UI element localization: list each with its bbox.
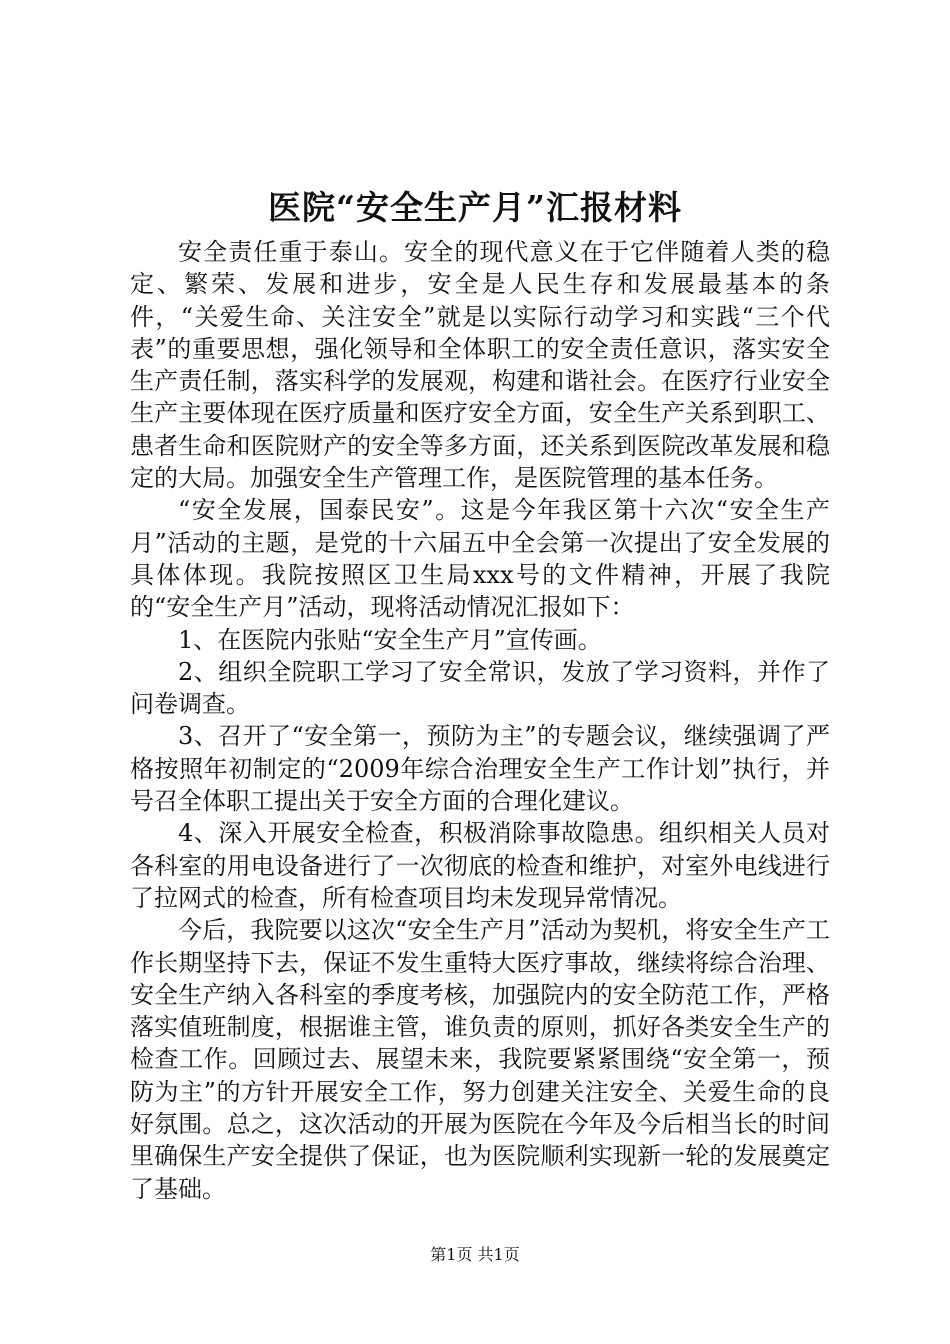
paragraph-theme: “安全发展，国泰民安”。这是今年我区第十六次“安全生产月”活动的主题，是党的十六届五中全会第一次提出了安全发展的具体体现。我院按照区卫生局xxx号的文件精神，开展了我院的“安全生产月”活动，现将活动情况汇报如下： — [130, 496, 830, 622]
document-title: 医院“安全生产月”汇报材料 — [268, 188, 682, 227]
list-item-3: 3、召开了“安全第一，预防为主”的专题会议，继续强调了严格按照年初制定的“2009年综合治理安全生产工作计划”执行，并号召全体职工提出关于安全方面的合理化建议。 — [130, 722, 830, 816]
document-body — [130, 236, 830, 1205]
list-item-1: 1、在医院内张贴“安全生产月”宣传画。 — [178, 625, 602, 654]
page-number-footer: 第1页 共1页 — [430, 1245, 520, 1264]
paragraph-intro: 安全责任重于泰山。安全的现代意义在于它伴随着人类的稳定、繁荣、发展和进步，安全是人民生存和发展最基本的条件，“关爱生命、关注安全”就是以实际行动学习和实践“三个代表”的重要思想，强化领导和全体职工的安全责任意识，落实安全生产责任制，落实科学的发展观，构建和谐社会。在医疗行业安全生产主要体现在医疗质量和医疗安全方面，安全生产关系到职工、患者生命和医院财产的安全等多方面，还关系到医院改革发展和稳定的大局。加强安全生产管理工作，是医院管理的基本任务。 — [130, 238, 830, 493]
list-item-2: 2、组织全院职工学习了安全常识，发放了学习资料，并作了问卷调查。 — [130, 657, 830, 719]
paragraph-conclusion: 今后，我院要以这次“安全生产月”活动为契机，将安全生产工作长期坚持下去，保证不发生重特大医疗事故，继续将综合治理、安全生产纳入各科室的季度考核，加强院内的安全防范工作，严格落实值班制度，根据谁主管，谁负责的原则，抓好各类安全生产的检查工作。回顾过去、展望未来，我院要紧紧围绕“安全第一，预防为主”的方针开展安全工作，努力创建关注安全、关爱生命的良好氛围。总之，这次活动的开展为医院在今年及今后相当长的时间里确保生产安全提供了保证，也为医院顺利实现新一轮的发展奠定了基础。 — [130, 916, 830, 1203]
list-item-4: 4、深入开展安全检查，积极消除事故隐患。组织相关人员对各科室的用电设备进行了一次彻底的检查和维护，对室外电线进行了拉网式的检查，所有检查项目均未发现异常情况。 — [130, 819, 830, 912]
